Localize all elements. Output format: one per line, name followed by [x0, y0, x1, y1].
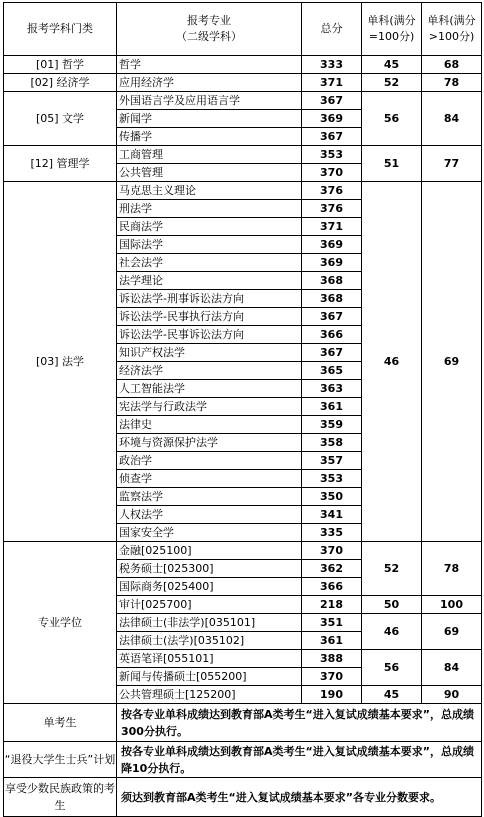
table-row: [4, 56, 482, 74]
single-gt100-cell: 78: [422, 542, 482, 596]
major-cell: 诉讼法学-民事执行法方向: [117, 308, 302, 326]
single-gt100-cell: 84: [422, 92, 482, 146]
total-score-cell: 366: [302, 326, 362, 344]
table-row: [4, 182, 482, 200]
total-score-cell: 388: [302, 650, 362, 668]
major-cell: 马克思主义理论: [117, 182, 302, 200]
single-le100-cell: 45: [362, 686, 422, 704]
single-le100-cell: 56: [362, 92, 422, 146]
note-row: [4, 742, 482, 778]
total-score-cell: 370: [302, 164, 362, 182]
total-score-cell: 368: [302, 272, 362, 290]
total-score-cell: 333: [302, 56, 362, 74]
header-single-gt100: 单科(满分>100分): [422, 3, 482, 56]
category-cell: [12] 管理学: [4, 146, 117, 182]
total-score-cell: 341: [302, 506, 362, 524]
table-row: [4, 92, 482, 110]
category-cell: 专业学位: [4, 542, 117, 704]
single-gt100-cell: 77: [422, 146, 482, 182]
total-score-cell: 190: [302, 686, 362, 704]
category-cell: [01] 哲学: [4, 56, 117, 74]
major-cell: 人工智能法学: [117, 380, 302, 398]
total-score-cell: 368: [302, 290, 362, 308]
single-gt100-cell: 84: [422, 650, 482, 686]
single-gt100-cell: 78: [422, 74, 482, 92]
note-category-cell: 享受少数民族政策的考生: [4, 778, 117, 817]
total-score-cell: 359: [302, 416, 362, 434]
total-score-cell: 335: [302, 524, 362, 542]
category-cell: [05] 文学: [4, 92, 117, 146]
major-cell: 新闻与传播硕士[055200]: [117, 668, 302, 686]
single-le100-cell: 52: [362, 542, 422, 596]
major-cell: 金融[025100]: [117, 542, 302, 560]
total-score-cell: 350: [302, 488, 362, 506]
major-cell: 侦查学: [117, 470, 302, 488]
total-score-cell: 361: [302, 398, 362, 416]
major-cell: 社会法学: [117, 254, 302, 272]
major-cell: 工商管理: [117, 146, 302, 164]
total-score-cell: 369: [302, 110, 362, 128]
major-cell: 监察法学: [117, 488, 302, 506]
total-score-cell: 353: [302, 470, 362, 488]
table-row: [4, 146, 482, 164]
header-total: 总分: [302, 3, 362, 56]
major-cell: 知识产权法学: [117, 344, 302, 362]
major-cell: 哲学: [117, 56, 302, 74]
major-cell: 审计[025700]: [117, 596, 302, 614]
total-score-cell: 376: [302, 200, 362, 218]
note-text-cell: 按各专业单科成绩达到教育部A类考生“进入复试成绩基本要求”，总成绩300分执行。: [117, 704, 482, 742]
major-cell: 刑法学: [117, 200, 302, 218]
total-score-cell: 362: [302, 560, 362, 578]
major-cell: 新闻学: [117, 110, 302, 128]
major-cell: 环境与资源保护法学: [117, 434, 302, 452]
single-le100-cell: 46: [362, 182, 422, 542]
single-le100-cell: 50: [362, 596, 422, 614]
total-score-cell: 370: [302, 668, 362, 686]
major-cell: 经济法学: [117, 362, 302, 380]
total-score-cell: 369: [302, 254, 362, 272]
major-cell: 诉讼法学-刑事诉讼法方向: [117, 290, 302, 308]
table-row: [4, 542, 482, 560]
score-requirements-table: [3, 2, 482, 817]
single-gt100-cell: 90: [422, 686, 482, 704]
note-category-cell: “退役大学生士兵”计划: [4, 742, 117, 778]
note-text-cell: 须达到教育部A类考生“进入复试成绩基本要求”各专业分数要求。: [117, 778, 482, 817]
table-row: [4, 74, 482, 92]
major-cell: 法学理论: [117, 272, 302, 290]
single-gt100-cell: 100: [422, 596, 482, 614]
single-gt100-cell: 68: [422, 56, 482, 74]
major-cell: 法律硕士(非法学)[035101]: [117, 614, 302, 632]
single-le100-cell: 51: [362, 146, 422, 182]
major-cell: 税务硕士[025300]: [117, 560, 302, 578]
major-cell: 公共管理硕士[125200]: [117, 686, 302, 704]
note-row: [4, 704, 482, 742]
total-score-cell: 363: [302, 380, 362, 398]
major-cell: 外国语言学及应用语言学: [117, 92, 302, 110]
category-cell: [02] 经济学: [4, 74, 117, 92]
single-le100-cell: 52: [362, 74, 422, 92]
total-score-cell: 357: [302, 452, 362, 470]
major-cell: 民商法学: [117, 218, 302, 236]
total-score-cell: 218: [302, 596, 362, 614]
major-cell: 法律史: [117, 416, 302, 434]
total-score-cell: 365: [302, 362, 362, 380]
total-score-cell: 353: [302, 146, 362, 164]
total-score-cell: 358: [302, 434, 362, 452]
total-score-cell: 366: [302, 578, 362, 596]
total-score-cell: 367: [302, 92, 362, 110]
note-text-cell: 按各专业单科成绩达到教育部A类考生“进入复试成绩基本要求”，总成绩降10分执行。: [117, 742, 482, 778]
total-score-cell: 361: [302, 632, 362, 650]
major-cell: 法律硕士(法学)[035102]: [117, 632, 302, 650]
total-score-cell: 367: [302, 308, 362, 326]
total-score-cell: 370: [302, 542, 362, 560]
total-score-cell: 371: [302, 218, 362, 236]
header-single-le100: 单科(满分=100分): [362, 3, 422, 56]
single-le100-cell: 45: [362, 56, 422, 74]
header-major: [117, 3, 302, 56]
single-le100-cell: 56: [362, 650, 422, 686]
major-cell: 国际法学: [117, 236, 302, 254]
total-score-cell: 371: [302, 74, 362, 92]
category-cell: [03] 法学: [4, 182, 117, 542]
total-score-cell: 376: [302, 182, 362, 200]
major-cell: 应用经济学: [117, 74, 302, 92]
major-cell: 国家安全学: [117, 524, 302, 542]
major-cell: 人权法学: [117, 506, 302, 524]
major-cell: 政治学: [117, 452, 302, 470]
major-cell: 国际商务[025400]: [117, 578, 302, 596]
major-cell: 诉讼法学-民事诉讼法方向: [117, 326, 302, 344]
header-row: [4, 3, 482, 56]
single-gt100-cell: 69: [422, 614, 482, 650]
major-cell: 宪法学与行政法学: [117, 398, 302, 416]
single-gt100-cell: 69: [422, 182, 482, 542]
single-le100-cell: 46: [362, 614, 422, 650]
header-category: 报考学科门类: [4, 3, 117, 56]
total-score-cell: 351: [302, 614, 362, 632]
major-cell: 公共管理: [117, 164, 302, 182]
header-major-line1: 报考专业: [187, 14, 231, 27]
total-score-cell: 367: [302, 344, 362, 362]
major-cell: 传播学: [117, 128, 302, 146]
major-cell: 英语笔译[055101]: [117, 650, 302, 668]
total-score-cell: 369: [302, 236, 362, 254]
total-score-cell: 367: [302, 128, 362, 146]
header-major-line2: （二级学科）: [176, 30, 242, 43]
note-row: [4, 778, 482, 817]
note-category-cell: 单考生: [4, 704, 117, 742]
